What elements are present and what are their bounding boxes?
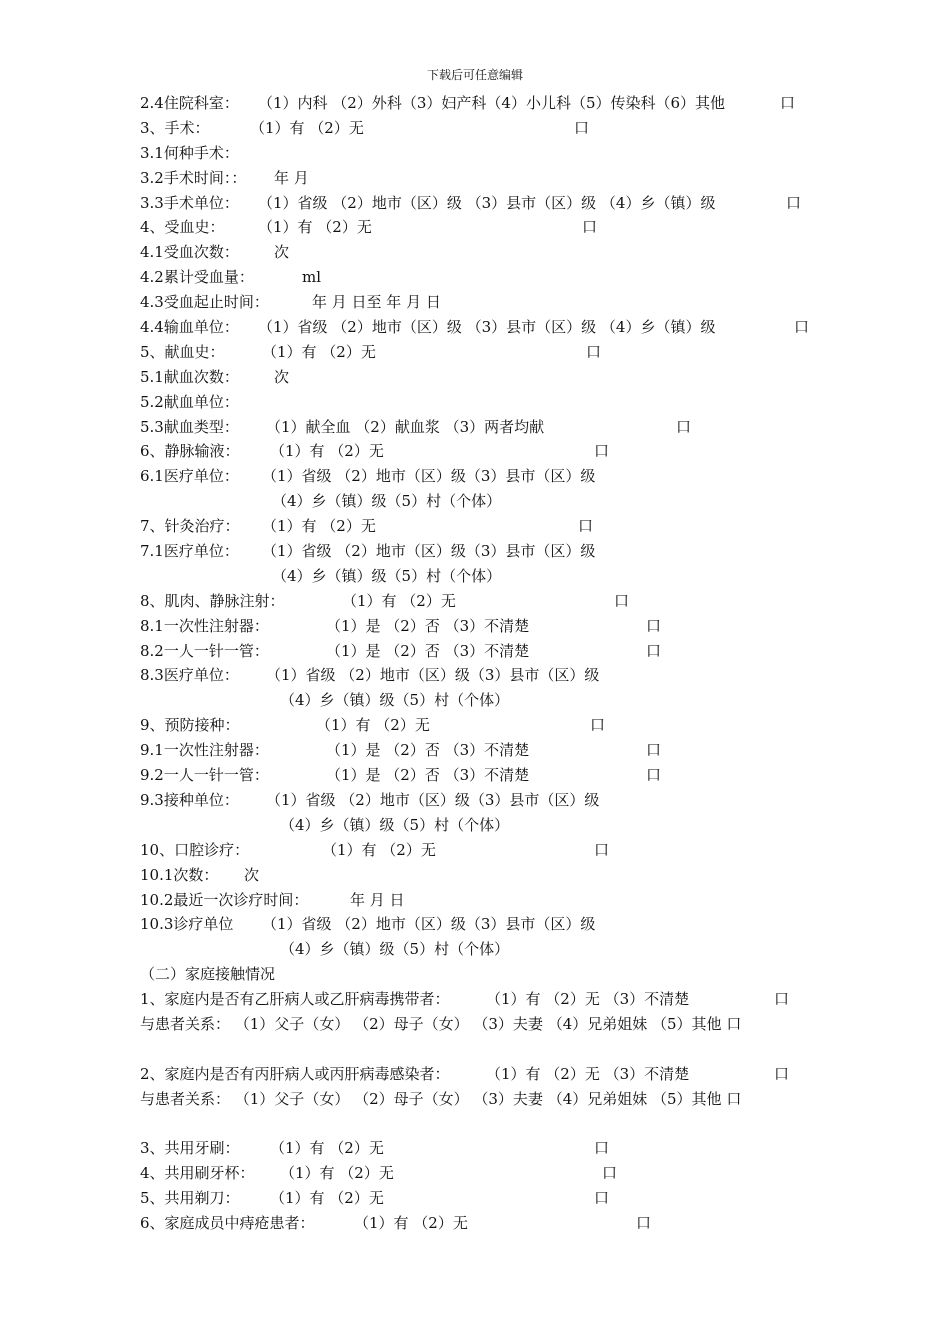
question-options: （1）有 （2）无 xyxy=(354,1214,468,1233)
question-label: 6.1医疗单位： xyxy=(140,467,239,486)
question-line xyxy=(140,863,820,888)
question-line xyxy=(140,838,820,863)
question-line xyxy=(140,1211,820,1236)
question-line xyxy=(140,589,820,614)
answer-box[interactable]: 口 xyxy=(614,591,630,610)
question-options: （1）省级 （2）地市（区）级（3）县市（区）级 xyxy=(262,467,596,486)
question-line xyxy=(140,191,820,216)
section-heading-line xyxy=(140,962,820,987)
answer-box[interactable]: 口 xyxy=(646,641,662,660)
question-line xyxy=(140,788,820,813)
question-line xyxy=(140,415,820,440)
question-value: 次 xyxy=(274,243,290,262)
answer-box[interactable]: 口 xyxy=(774,1064,790,1083)
question-options: （1）有 （2）无 xyxy=(270,1189,384,1208)
question-options: （1）省级 （2）地市（区）级（3）县市（区）级 xyxy=(266,666,600,685)
question-line xyxy=(140,390,820,415)
question-label: 4、共用刷牙杯： xyxy=(140,1164,255,1183)
page-header: 下载后可任意编辑 xyxy=(426,68,523,82)
question-line xyxy=(140,1062,820,1087)
question-label: 5、共用剃刀： xyxy=(140,1189,240,1208)
question-line xyxy=(140,464,820,489)
question-options: （1）省级 （2）地市（区）级（3）县市（区）级 xyxy=(262,542,596,561)
question-options: （1）有 （2）无 xyxy=(262,342,376,361)
question-options: （1）有 （2）无 xyxy=(322,840,436,859)
question-label: 6、静脉输液： xyxy=(140,442,240,461)
answer-box[interactable]: 口 xyxy=(646,741,662,760)
questionnaire-body xyxy=(140,91,820,1236)
question-line xyxy=(140,116,820,141)
question-line xyxy=(140,340,820,365)
question-value: 年 月 xyxy=(274,168,309,187)
answer-box[interactable]: 口 xyxy=(594,442,610,461)
question-line xyxy=(140,240,820,265)
question-line xyxy=(140,614,820,639)
question-options: （1）内科 （2）外科（3）妇产科（4）小儿科（5）传染科（6）其他 xyxy=(258,94,726,112)
answer-box[interactable]: 口 xyxy=(786,193,802,212)
question-value: 年 月 日 xyxy=(350,890,405,909)
question-options: （1）是 （2）否 （3）不清楚 xyxy=(326,741,530,760)
question-options: （1）有 （2）无 xyxy=(258,218,372,237)
question-line xyxy=(140,439,820,464)
question-label: 4.3受血起止时间： xyxy=(140,293,269,312)
question-line xyxy=(140,1161,820,1186)
question-line xyxy=(140,141,820,166)
question-line xyxy=(140,987,820,1012)
question-options: （1）有 （2）无 xyxy=(280,1164,394,1183)
relation-options: 与患者关系： （1）父子（女） （2）母子（女） （3）夫妻 （4）兄弟姐妹 （5）其他 口 xyxy=(140,1014,742,1033)
question-options-continued: （4）乡（镇）级（5）村（个体） xyxy=(280,691,510,710)
question-line xyxy=(140,166,820,191)
question-label: 9.1一次性注射器： xyxy=(140,741,269,760)
question-label: 6、家庭成员中痔疮患者： xyxy=(140,1214,315,1233)
question-label: 5.2献血单位： xyxy=(140,392,239,411)
answer-box[interactable]: 口 xyxy=(586,342,602,361)
question-label: 3.2手术时间：： xyxy=(140,168,247,187)
question-label: 3、共用牙刷： xyxy=(140,1139,240,1158)
answer-box[interactable]: 口 xyxy=(794,318,810,337)
question-line xyxy=(140,365,820,390)
question-label: 10、口腔诊疗： xyxy=(140,840,250,859)
answer-box[interactable]: 口 xyxy=(594,1189,610,1208)
answer-box[interactable]: 口 xyxy=(780,94,796,112)
question-line xyxy=(140,813,820,838)
question-options: （1）有 （2）无 xyxy=(342,591,456,610)
answer-box[interactable]: 口 xyxy=(676,417,692,436)
relation-options: 与患者关系： （1）父子（女） （2）母子（女） （3）夫妻 （4）兄弟姐妹 （5）其他 口 xyxy=(140,1089,742,1108)
answer-box[interactable]: 口 xyxy=(582,218,598,237)
question-value: 次 xyxy=(244,865,260,884)
question-options: （1）是 （2）否 （3）不清楚 xyxy=(326,766,530,785)
answer-box[interactable]: 口 xyxy=(594,840,610,859)
question-label: 7.1医疗单位： xyxy=(140,542,239,561)
question-options: （1）有 （2）无 xyxy=(262,517,376,536)
question-options: （1）献全血 （2）献血浆 （3）两者均献 xyxy=(266,417,545,436)
question-label: 8.2一人一针一管： xyxy=(140,641,269,660)
question-line xyxy=(140,763,820,788)
question-options: （1）有 （2）无 xyxy=(316,716,430,735)
question-options: （1）有 （2）无 xyxy=(250,118,364,137)
question-line xyxy=(140,514,820,539)
question-options: （1）有 （2）无 xyxy=(270,442,384,461)
question-options: （1）省级 （2）地市（区）级（3）县市（区）级 xyxy=(262,915,596,934)
question-label: 5.1献血次数： xyxy=(140,367,239,386)
question-label: 5.3献血类型： xyxy=(140,417,239,436)
answer-box[interactable]: 口 xyxy=(602,1164,618,1183)
question-line xyxy=(140,738,820,763)
relation-line xyxy=(140,1087,820,1137)
question-line xyxy=(140,1136,820,1161)
question-line xyxy=(140,290,820,315)
question-line xyxy=(140,912,820,937)
question-line xyxy=(140,489,820,514)
question-label: 8.1一次性注射器： xyxy=(140,616,269,635)
question-label: 8、肌肉、静脉注射： xyxy=(140,591,285,610)
question-options: （1）有 （2）无 （3）不清楚 xyxy=(486,1064,690,1083)
question-label: 9、预防接种： xyxy=(140,716,240,735)
question-label: 3、手术： xyxy=(140,118,210,137)
relation-line xyxy=(140,1012,820,1062)
question-label: 2.4住院科室： xyxy=(140,94,239,112)
question-value: 年 月 日至 年 月 日 xyxy=(312,293,441,312)
question-options-continued: （4）乡（镇）级（5）村（个体） xyxy=(272,492,502,511)
question-options: （1）有 （2）无 xyxy=(270,1139,384,1158)
answer-box[interactable]: 口 xyxy=(774,990,790,1009)
question-label: 4.2累计受血量： xyxy=(140,268,254,287)
question-label: 2、家庭内是否有丙肝病人或丙肝病毒感染者： xyxy=(140,1064,450,1083)
answer-box[interactable]: 口 xyxy=(590,716,606,735)
question-label: 1、家庭内是否有乙肝病人或乙肝病毒携带者： xyxy=(140,990,450,1009)
question-line xyxy=(140,888,820,913)
question-label: 5、献血史： xyxy=(140,342,225,361)
question-options: （1）有 （2）无 （3）不清楚 xyxy=(486,990,690,1009)
question-line xyxy=(140,639,820,664)
question-label: 4、受血史： xyxy=(140,218,225,237)
question-line xyxy=(140,564,820,589)
question-label: 10.1次数： xyxy=(140,865,219,884)
question-label: 3.1何种手术： xyxy=(140,143,239,162)
question-line xyxy=(140,265,820,290)
question-options: （1）是 （2）否 （3）不清楚 xyxy=(326,641,530,660)
answer-box[interactable]: 口 xyxy=(578,517,594,536)
question-label: 10.2最近一次诊疗时间： xyxy=(140,890,309,909)
question-label: 9.2一人一针一管： xyxy=(140,766,269,785)
question-line xyxy=(140,713,820,738)
question-options-continued: （4）乡（镇）级（5）村（个体） xyxy=(280,815,510,834)
question-options: （1）省级 （2）地市（区）级（3）县市（区）级 xyxy=(266,790,600,809)
question-options: （1）省级 （2）地市（区）级 （3）县市（区）级 （4）乡（镇）级 xyxy=(258,318,716,337)
question-label: 10.3诊疗单位 xyxy=(140,915,234,934)
question-label: 4.4输血单位： xyxy=(140,318,239,337)
question-label: 8.3医疗单位： xyxy=(140,666,239,685)
question-label: 7、针灸治疗： xyxy=(140,517,240,536)
question-options-continued: （4）乡（镇）级（5）村（个体） xyxy=(272,566,502,585)
question-line xyxy=(140,688,820,713)
question-options-continued: （4）乡（镇）级（5）村（个体） xyxy=(280,940,510,959)
question-label: 9.3接种单位： xyxy=(140,790,239,809)
section-heading: （二）家庭接触情况 xyxy=(140,965,276,984)
question-line xyxy=(140,1186,820,1211)
answer-box[interactable]: 口 xyxy=(646,766,662,785)
question-options: （1）省级 （2）地市（区）级 （3）县市（区）级 （4）乡（镇）级 xyxy=(258,193,716,212)
question-value: ml xyxy=(302,268,322,287)
answer-box[interactable]: 口 xyxy=(636,1214,652,1233)
question-line xyxy=(140,937,820,962)
question-line xyxy=(140,663,820,688)
answer-box[interactable]: 口 xyxy=(574,118,590,137)
question-label: 4.1受血次数： xyxy=(140,243,239,262)
question-line xyxy=(140,539,820,564)
answer-box[interactable]: 口 xyxy=(594,1139,610,1158)
answer-box[interactable]: 口 xyxy=(646,616,662,635)
question-line xyxy=(140,91,820,116)
question-options: （1）是 （2）否 （3）不清楚 xyxy=(326,616,530,635)
question-line xyxy=(140,215,820,240)
question-value: 次 xyxy=(274,367,290,386)
question-line xyxy=(140,315,820,340)
question-label: 3.3手术单位： xyxy=(140,193,239,212)
